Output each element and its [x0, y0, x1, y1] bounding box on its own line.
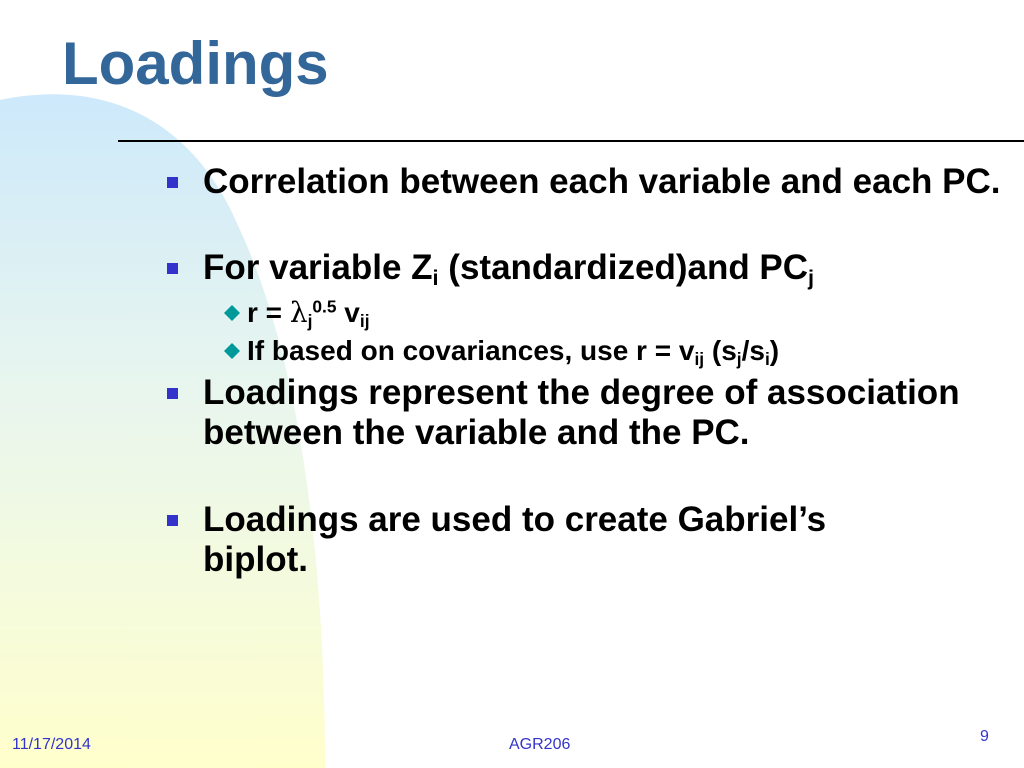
- sub-bullet-text-part: /s: [741, 335, 765, 366]
- sub-bullet-item: [247, 296, 1007, 330]
- footer-date: 11/17/2014: [12, 736, 91, 753]
- diamond-bullet-icon: [221, 340, 243, 362]
- subscript: j: [307, 310, 313, 331]
- bullet-text: Correlation between each variable and each PC.: [203, 162, 1001, 201]
- sub-bullet-text-part: If based on covariances, use r = v: [247, 335, 695, 366]
- square-bullet-icon: [167, 177, 178, 188]
- square-bullet-icon: [167, 515, 178, 526]
- diamond-bullet-icon: [221, 302, 243, 324]
- bullet-text: Loadings represent the degree of association between the variable and the PC.: [203, 373, 960, 452]
- subscript: i: [764, 348, 770, 369]
- footer-course: AGR206: [509, 736, 571, 753]
- bullet-text-part: For variable Z: [203, 248, 433, 287]
- subscript: i: [432, 265, 439, 291]
- sub-bullet-text-part: r =: [247, 297, 290, 328]
- footer-page-number: 9: [980, 728, 989, 745]
- square-bullet-icon: [167, 388, 178, 399]
- superscript: 0.5: [312, 296, 337, 317]
- bullet-item: [203, 500, 933, 580]
- subscript: j: [808, 265, 815, 291]
- sub-bullet-text-part: ): [769, 335, 780, 366]
- slide-title: Loadings: [62, 30, 329, 97]
- subscript: j: [736, 348, 742, 369]
- bullet-item: [203, 373, 993, 453]
- lambda-symbol: λ: [289, 296, 308, 329]
- square-bullet-icon: [167, 263, 178, 274]
- subscript: ij: [694, 348, 705, 369]
- bullet-text: Loadings are used to create Gabriel’s biplot.: [203, 500, 827, 579]
- bullet-text-part: (standardized)and PC: [438, 248, 809, 287]
- bullet-item: [203, 162, 1003, 202]
- bullet-item: [203, 248, 1003, 291]
- sub-bullet-text-part: v: [336, 297, 360, 328]
- sub-bullet-text-part: (s: [704, 335, 737, 366]
- subscript: ij: [359, 310, 370, 331]
- sub-bullet-item: [247, 334, 1007, 368]
